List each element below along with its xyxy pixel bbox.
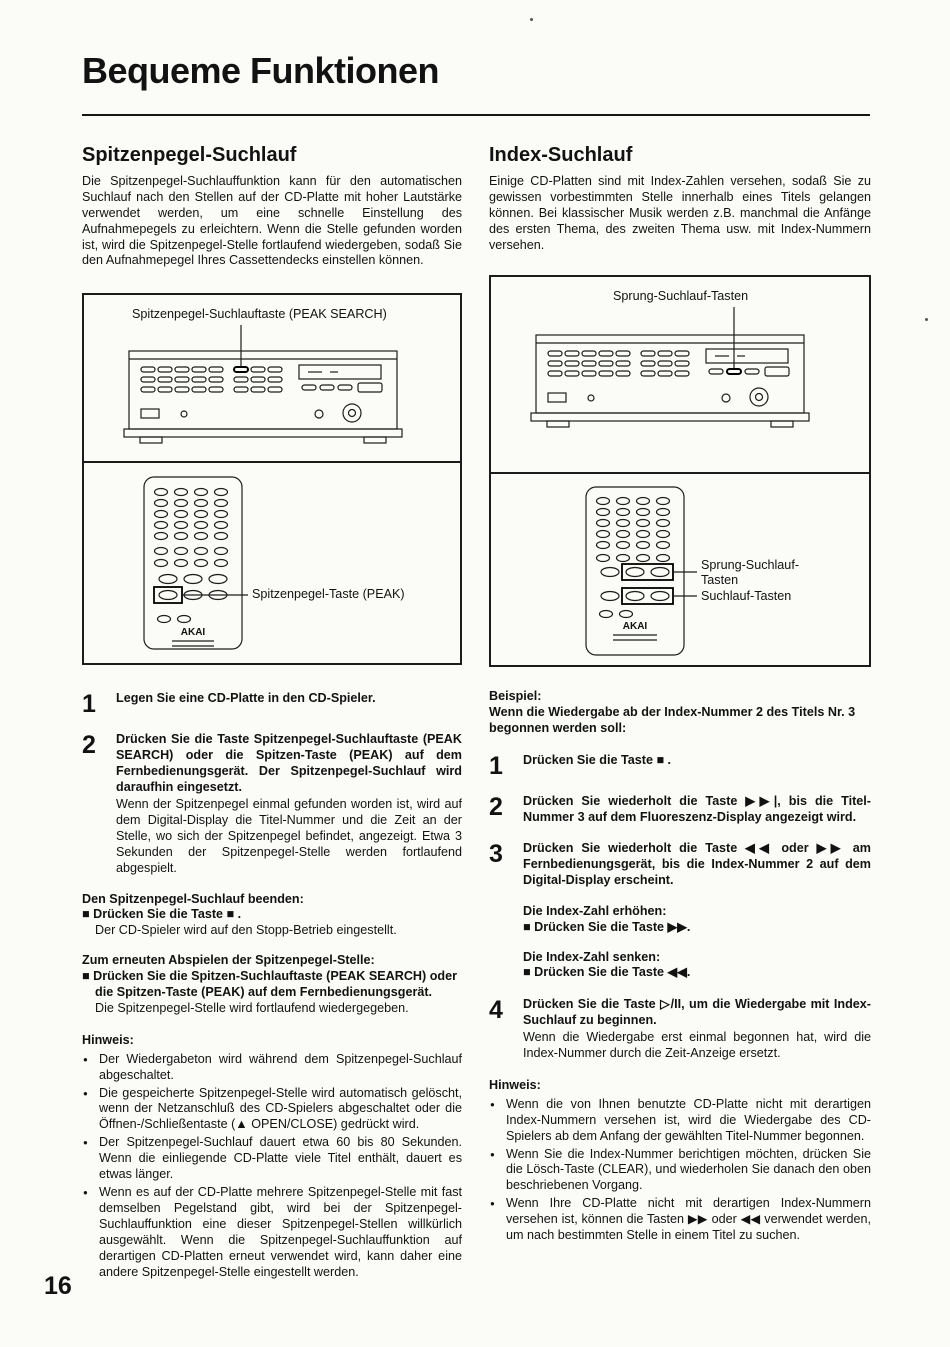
replay-section-heading: Zum erneuten Abspielen der Spitzenpegel-Stelle:: [82, 953, 375, 968]
note-item: ● Wenn es auf der CD-Platte mehrere Spitzenpegel-Stelle mit fast demselben Pegelstand gibt, wird bei der Spitzenpegel-Suchlauffunktion eine dieser Spitzenpegel-Stellen willkürlich ausgewählt. Wenn die Spitzenpegel-Suchlauffunktion auf derartigen CD-Platten erneut verwendet wird, kann daher eine andere Spitzenpegel-Stelle eingestellt werden.: [82, 1185, 462, 1280]
left-intro-paragraph: Die Spitzenpegel-Suchlauffunktion kann für den automatischen Suchlauf nach den Stellen auf der CD-Platte mit hoher Lautstärke verwendet werden, um eine schnelle Einstellung des Aufnahmepegels zu erleichtern. Wenn die Stelle gefunden worden ist, wird die Spitzenpegel-Stelle fortlaufend wiedergeben, sodaß Sie den Aufnahmepegel Ihres Cassettendecks einstellen können.: [82, 173, 462, 268]
left-column-heading: Spitzenpegel-Suchlauf: [82, 144, 297, 166]
phones-jack-drawing: [722, 394, 730, 402]
example-block: [489, 689, 871, 737]
step-instruction: Drücken Sie wiederholt die Taste ◀◀ oder ▶▶ am Fernbedienungsgerät, bis die Index-Nummer 2 auf dem Digital-Display erscheint.: [523, 840, 871, 887]
figure-label-search-buttons: Suchlauf-Tasten: [701, 589, 792, 604]
peak-search-button-highlight: [234, 367, 248, 372]
remote-brand-text: AKAI: [180, 627, 206, 639]
stop-section-heading: Den Spitzenpegel-Suchlauf beenden:: [82, 891, 304, 906]
example-text: Wenn die Wiedergabe ab der Index-Nummer 2 des Titels Nr. 3 begonnen werden soll:: [489, 705, 856, 736]
step-2: [82, 732, 462, 876]
power-button-drawing: [141, 409, 159, 418]
decrease-instruction: ■ Drücken Sie die Taste ◀◀.: [523, 965, 691, 980]
cd-player-front-panel-drawing: [124, 351, 402, 443]
figure-label-peak-button: Spitzenpegel-Taste (PEAK): [252, 587, 405, 602]
peak-button-highlight: [154, 587, 182, 603]
step-instruction: Drücken Sie die Taste ■ .: [523, 753, 672, 768]
figure-label-skip-search-buttons: Sprung-Suchlauf-Tasten: [613, 289, 749, 304]
right-notes: [489, 1078, 871, 1244]
step-instruction: Drücken Sie wiederholt die Taste ▶▶|, bis die Titel-Nummer 3 auf dem Fluoreszenz-Display angezeigt wird.: [523, 794, 871, 825]
section-index-search: [489, 144, 871, 1246]
note-item: ● Wenn die von Ihnen benutzte CD-Platte nicht mit derartigen Index-Nummern versehen ist, wird die Wiedergabe des CD-Spielers ab dem Anfang der gewählten Titel-Nummer begonnen.: [489, 1097, 871, 1145]
skip-search-buttons-highlight: [622, 564, 673, 580]
note-item: ● Wenn Sie die Index-Nummer berichtigen möchten, drücken Sie die Lösch-Taste (CLEAR), und wiederholen Sie danach den oben beschriebenen Vorgang.: [489, 1147, 871, 1195]
step-instruction: Drücken Sie die Taste Spitzenpegel-Suchlauftaste (PEAK SEARCH) oder die Spitzen-Taste (PEAK) auf dem Fernbedienungsgerät. Der Spitzenpegel-Suchlauf wird daraufhin eingesetzt.: [116, 732, 462, 795]
step-detail: Wenn die Wiedergabe erst einmal begonnen hat, wird die Index-Nummer durch die Zeit-Anzeige ersetzt.: [523, 1030, 871, 1061]
step-1: [489, 753, 871, 779]
note-item: ● Wenn Ihre CD-Platte nicht mit derartigen Index-Nummern versehen ist, können die Tasten ▶▶ oder ◀◀ verwendet werden, um nach bestimmten Stelle in einem Titel zu suchen.: [489, 1196, 871, 1244]
step-number: 4: [489, 996, 503, 1025]
page-number: 16: [44, 1272, 72, 1300]
step-2: [489, 794, 871, 826]
increase-instruction: ■ Drücken Sie die Taste ▶▶.: [523, 919, 691, 934]
figure-label-peak-search-button: Spitzenpegel-Suchlauftaste (PEAK SEARCH): [132, 307, 387, 322]
step-number: 3: [489, 839, 503, 868]
left-steps: [82, 691, 462, 876]
increase-heading: Die Index-Zahl erhöhen:: [523, 903, 667, 918]
note-item: ● Die gespeicherte Spitzenpegel-Stelle wird automatisch gelöscht, wenn der Netzanschluß des CD-Spielers abgeschaltet oder die Öffnen-/Schließentaste (▲ OPEN/CLOSE) gedrückt wird.: [82, 1086, 462, 1134]
search-buttons-highlight: [622, 588, 673, 604]
remote-brand-text: AKAI: [622, 621, 648, 633]
right-column-heading: Index-Suchlauf: [489, 144, 633, 166]
figure-index-search: [489, 275, 871, 667]
figure-index-search-drawing: [491, 277, 869, 665]
note-item: ● Der Wiedergabeton wird während dem Spitzenpegel-Suchlauf abgeschaltet.: [82, 1052, 462, 1084]
power-button-drawing: [548, 393, 566, 402]
figure-peak-search: [82, 293, 462, 665]
step-instruction: Legen Sie eine CD-Platte in den CD-Spieler.: [116, 691, 376, 706]
level-knob-drawing: [343, 404, 361, 422]
remote-control-drawing: [144, 477, 242, 649]
level-knob-drawing: [750, 388, 768, 406]
skip-search-button-highlight: [727, 369, 741, 374]
notes-heading: Hinweis:: [82, 1032, 134, 1047]
notes-heading: Hinweis:: [489, 1077, 541, 1092]
example-heading: Beispiel:: [489, 689, 542, 704]
index-decrease-block: [523, 950, 871, 982]
phones-jack-drawing: [315, 410, 323, 418]
section-peak-search: [82, 144, 462, 1282]
stop-section: [82, 892, 462, 940]
replay-section-detail: Die Spitzenpegel-Stelle wird fortlaufend wiedergegeben.: [95, 1000, 409, 1015]
step-number: 2: [489, 793, 503, 822]
index-increase-block: [523, 904, 871, 936]
stop-section-detail: Der CD-Spieler wird auf den Stopp-Betrieb eingestellt.: [95, 923, 397, 938]
replay-section: [82, 953, 462, 1017]
note-item: ● Der Spitzenpegel-Suchlauf dauert etwa 60 bis 80 Sekunden. Wenn die einliegende CD-Platte viele Titel enthält, dauert es etwas länger.: [82, 1135, 462, 1183]
right-intro-paragraph: Einige CD-Platten sind mit Index-Zahlen versehen, sodaß Sie zu gewissen vorbestimmten Stelle innerhalb eines Titels gelangen können. Bei klassischer Musik werden z.B. manchmal die Anfänge des ersten Thema, des zweiten Thema usw. mit Index-Nummern versehen.: [489, 173, 871, 252]
step-1: [82, 691, 462, 717]
scan-speck: [925, 318, 928, 321]
title-rule: [82, 114, 870, 116]
stop-section-instruction: ■ Drücken Sie die Taste ■ .: [82, 907, 242, 922]
left-notes: [82, 1033, 462, 1281]
replay-section-instruction: ■ Drücken Sie die Spitzen-Suchlauftaste (PEAK SEARCH) oder die Spitzen-Taste (PEAK) auf dem Fernbedienungsgerät.: [82, 969, 457, 1000]
right-steps: [489, 753, 871, 889]
figure-peak-search-drawing: [84, 295, 460, 663]
decrease-heading: Die Index-Zahl senken:: [523, 949, 661, 964]
step-number: 1: [82, 690, 96, 719]
step-4: [489, 997, 871, 1062]
step-number: 2: [82, 731, 96, 760]
cd-player-front-panel-drawing: [531, 335, 809, 427]
step-number: 1: [489, 752, 503, 781]
page-title: Bequeme Funktionen: [82, 50, 440, 91]
step-3: [489, 841, 871, 889]
step-detail: Wenn der Spitzenpegel einmal gefunden worden ist, wird auf dem Digital-Display die Titel-Nummer und die Zeit an der Stelle, wo sich der Spitzenpegel befindet, angezeigt. Etwa 3 Sekunden der Spitzenpegel-Stelle werden fortlaufend abgespielt.: [116, 796, 462, 875]
step-instruction: Drücken Sie die Taste ▷/II, um die Wiedergabe mit Index-Suchlauf zu beginnen.: [523, 997, 871, 1028]
scan-speck: [530, 18, 533, 21]
figure-label-skip-search-remote: Sprung-Suchlauf-Tasten: [701, 558, 800, 588]
